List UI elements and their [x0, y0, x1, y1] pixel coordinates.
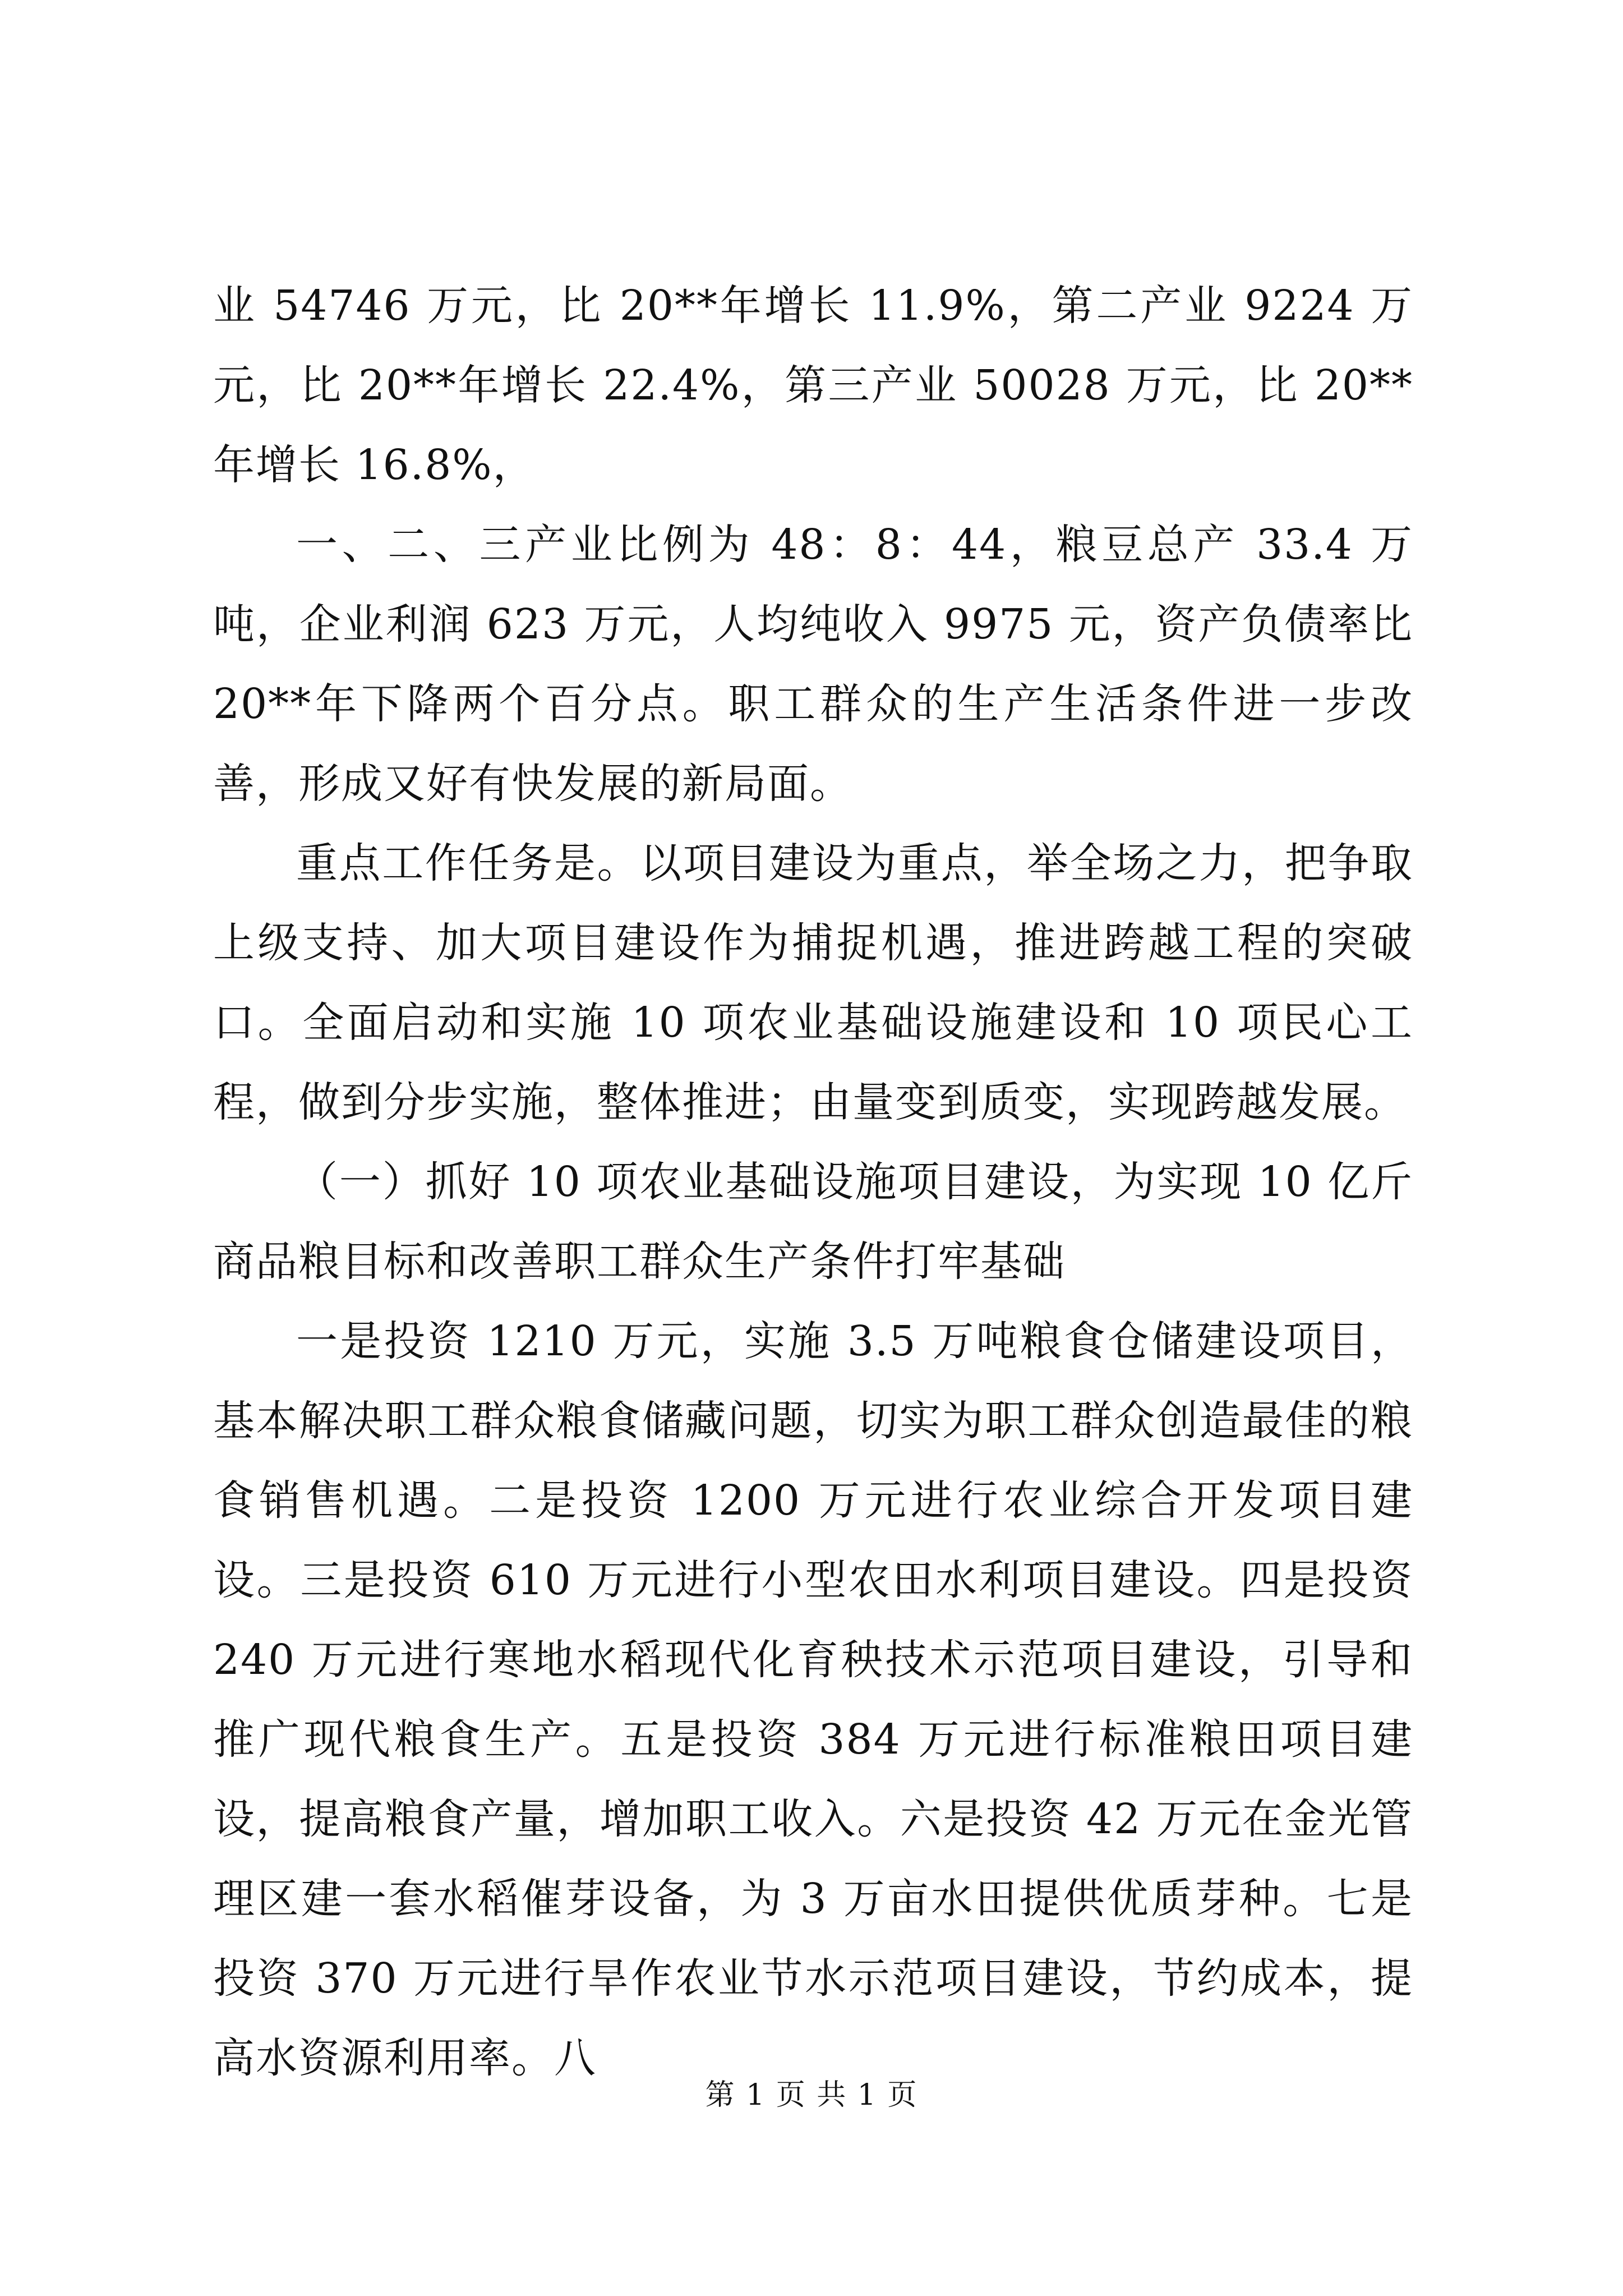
- paragraph-2: 一、二、三产业比例为 48：8：44，粮豆总产 33.4 万吨，企业利润 623 万元，人均纯收入 9975 元，资产负债率比 20**年下降两个百分点。职工群众的生产生活条件进一步改善，形成又好有快发展的新局面。: [213, 521, 1413, 808]
- paragraph-1: 业 54746 万元，比 20**年增长 11.9%，第二产业 9224 万元，比 20**年增长 22.4%，第三产业 50028 万元，比 20**年增长 16.8%，: [213, 282, 1413, 489]
- paragraph-5: 一是投资 1210 万元，实施 3.5 万吨粮食仓储建设项目，基本解决职工群众粮食储藏问题，切实为职工群众创造最佳的粮食销售机遇。二是投资 1200 万元进行农业综合开发项目建设。三是投资 610 万元进行小型农田水利项目建设。四是投资 240 万元进行寒地水稻现代化育秧技术示范项目建设，引导和推广现代粮食生产。五是投资 384 万元进行标准粮田项目建设，提高粮食产量，增加职工收入。六是投资 42 万元在金光管理区建一套水稻催芽设备，为 3 万亩水田提供优质芽种。七是投资 370 万元进行旱作农业节水示范项目建设，节约成本，提高水资源利用率。八: [213, 1317, 1413, 2082]
- document-body: [213, 266, 1413, 2098]
- paragraph-3: 重点工作任务是。以项目建设为重点，举全场之力，把争取上级支持、加大项目建设作为捕捉机遇，推进跨越工程的突破口。全面启动和实施 10 项农业基础设施建设和 10 项民心工程，做到分步实施，整体推进；由量变到质变，实现跨越发展。: [213, 839, 1413, 1126]
- section-heading: （一）抓好 10 项农业基础设施项目建设，为实现 10 亿斤商品粮目标和改善职工群众生产条件打牢基础: [213, 1158, 1413, 1286]
- page-footer: 第 1 页 共 1 页: [705, 2078, 918, 2112]
